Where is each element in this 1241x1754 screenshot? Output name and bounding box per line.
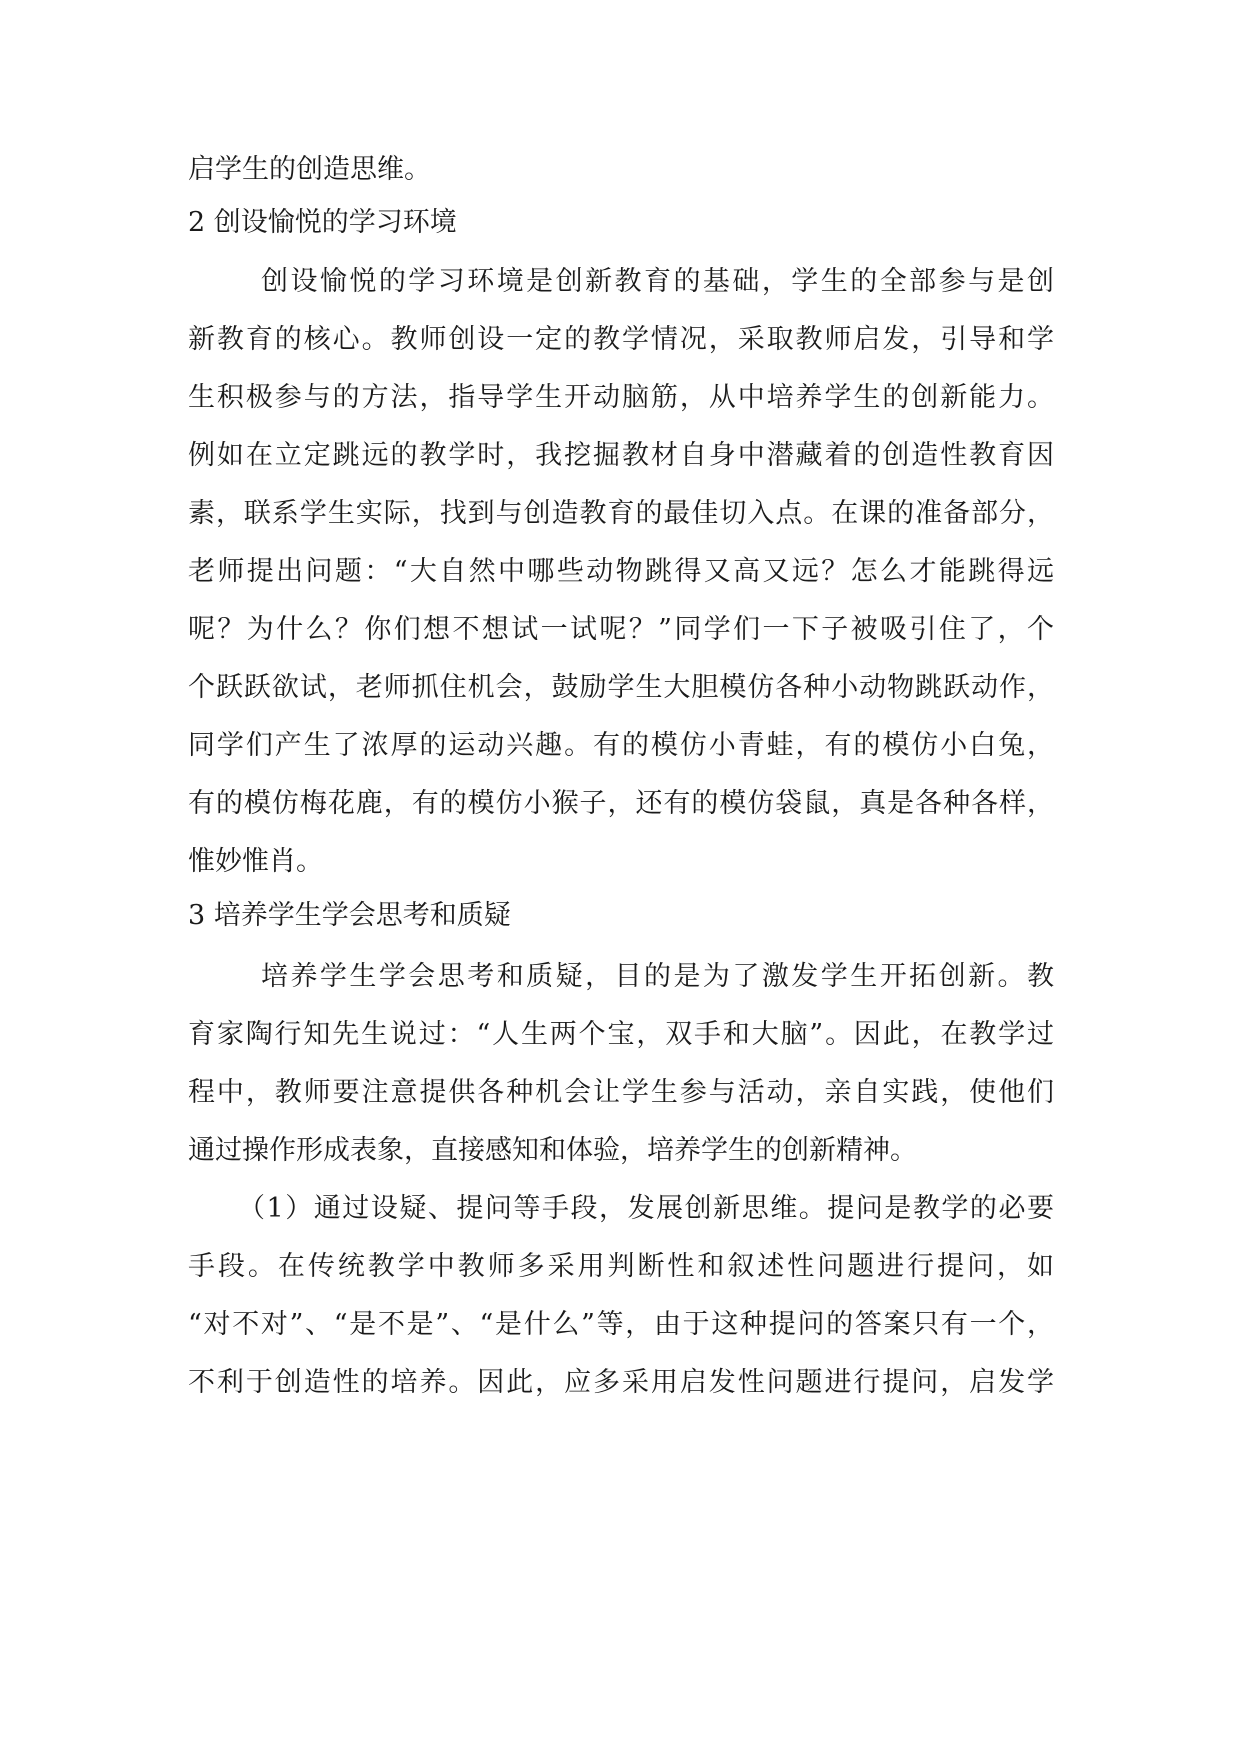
paragraph-line: 不利于创造性的培养。因此，应多采用启发性问题进行提问，启发学 bbox=[188, 1367, 1054, 1398]
paragraph-line: 例如在立定跳远的教学时，我挖掘教材自身中潜藏着的创造性教育因 bbox=[188, 440, 1054, 471]
paragraph-line: 培养学生学会思考和质疑，目的是为了激发学生开拓创新。教 bbox=[261, 961, 1054, 992]
paragraph-line: 手段。在传统教学中教师多采用判断性和叙述性问题进行提问，如 bbox=[188, 1251, 1054, 1282]
paragraph-line: 新教育的核心。教师创设一定的教学情况，采取教师启发，引导和学 bbox=[188, 324, 1054, 355]
paragraph-line: 生积极参与的方法，指导学生开动脑筋，从中培养学生的创新能力。 bbox=[188, 382, 1054, 413]
paragraph-line: 惟妙惟肖。 bbox=[188, 846, 323, 877]
paragraph-line: 呢？为什么？你们想不想试一试呢？”同学们一下子被吸引住了，个 bbox=[188, 614, 1054, 645]
paragraph-line: 程中，教师要注意提供各种机会让学生参与活动，亲自实践，使他们 bbox=[188, 1077, 1054, 1108]
paragraph-line: 育家陶行知先生说过：“人生两个宝，双手和大脑”。因此，在教学过 bbox=[188, 1019, 1054, 1050]
paragraph-line: 老师提出问题：“大自然中哪些动物跳得又高又远？怎么才能跳得远 bbox=[188, 556, 1054, 587]
section-heading: 3 培养学生学会思考和质疑 bbox=[188, 900, 511, 931]
section-heading: 2 创设愉悦的学习环境 bbox=[188, 207, 457, 238]
paragraph-line: 创设愉悦的学习环境是创新教育的基础，学生的全部参与是创 bbox=[261, 266, 1054, 297]
paragraph-line: “对不对”、“是不是”、“是什么”等，由于这种提问的答案只有一个， bbox=[188, 1309, 1054, 1340]
paragraph-line: 启学生的创造思维。 bbox=[188, 154, 431, 185]
paragraph-line: 素，联系学生实际，找到与创造教育的最佳切入点。在课的准备部分， bbox=[188, 498, 1054, 529]
paragraph-line: （1）通过设疑、提问等手段，发展创新思维。提问是教学的必要 bbox=[238, 1193, 1054, 1224]
paragraph-line: 通过操作形成表象，直接感知和体验，培养学生的创新精神。 bbox=[188, 1135, 917, 1166]
paragraph-line: 个跃跃欲试，老师抓住机会，鼓励学生大胆模仿各种小动物跳跃动作， bbox=[188, 672, 1054, 703]
paragraph-line: 有的模仿梅花鹿，有的模仿小猴子，还有的模仿袋鼠，真是各种各样， bbox=[188, 788, 1054, 819]
paragraph-line: 同学们产生了浓厚的运动兴趣。有的模仿小青蛙，有的模仿小白兔， bbox=[188, 730, 1054, 761]
